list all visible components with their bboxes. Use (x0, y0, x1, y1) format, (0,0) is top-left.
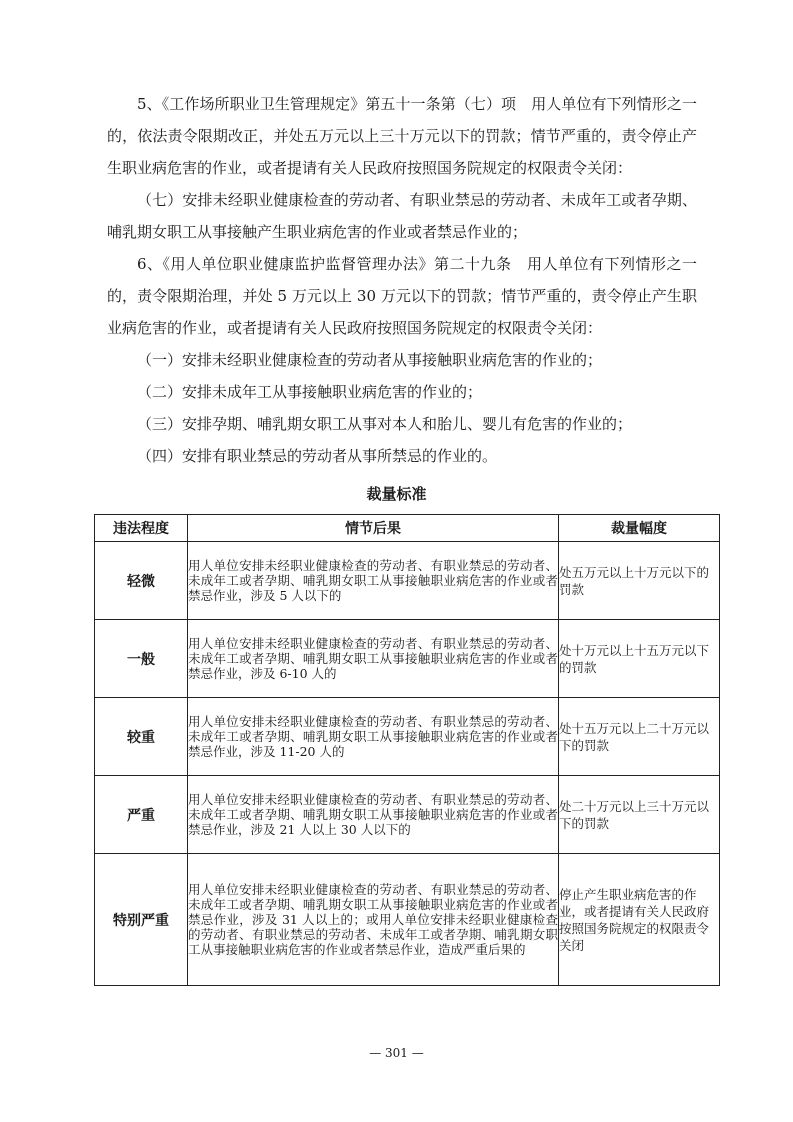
level-cell: 一般 (95, 620, 188, 698)
table-row (95, 698, 720, 776)
level-cell: 严重 (95, 776, 188, 854)
desc-cell: 用人单位安排未经职业健康检查的劳动者、有职业禁忌的劳动者、未成年工或者孕期、哺乳期女职工从事接触职业病危害的作业或者禁忌作业，涉及 6-10 人的 (188, 620, 559, 698)
penalty-cell: 处五万元以上十万元以下的罚款 (559, 542, 720, 620)
list-item: （一）安排未经职业健康检查的劳动者从事接触职业病危害的作业的； (137, 351, 603, 369)
level-cell: 特别严重 (95, 854, 188, 986)
header-violation-level: 违法程度 (95, 515, 188, 542)
table-row (95, 854, 720, 986)
paragraph-clause-7: （七）安排未经职业健康检查的劳动者、有职业禁忌的劳动者、未成年工或者孕期、哺乳期女职工从事接触产生职业病危害的作业或者禁忌作业的； (107, 191, 697, 241)
penalty-cell: 处十五万元以上二十万元以下的罚款 (559, 698, 720, 776)
penalty-cell: 处十万元以上十五万元以下的罚款 (559, 620, 720, 698)
table-header-row (95, 515, 720, 542)
header-circumstances: 情节后果 (188, 515, 559, 542)
paragraph-article-51: 5、《工作场所职业卫生管理规定》第五十一条第（七）项 用人单位有下列情形之一的，依法责令限期改正，并处五万元以上三十万元以下的罚款；情节严重的，责令停止产生职业病危害的作业，或者提请有关人民政府按照国务院规定的权限责令关闭： (107, 95, 697, 177)
desc-cell: 用人单位安排未经职业健康检查的劳动者、有职业禁忌的劳动者、未成年工或者孕期、哺乳期女职工从事接触职业病危害的作业或者禁忌作业，涉及 5 人以下的 (188, 542, 559, 620)
desc-cell: 用人单位安排未经职业健康检查的劳动者、有职业禁忌的劳动者、未成年工或者孕期、哺乳期女职工从事接触职业病危害的作业或者禁忌作业，涉及 31 人以上的；或用人单位安排未经职业健康检查的劳动者、有职业禁忌的劳动者、未成年工或者孕期、哺乳期女职工从事接触职业病危害的作业或者禁忌作业，造成严重后果的 (188, 854, 559, 986)
table-row (95, 620, 720, 698)
table-row (95, 542, 720, 620)
list-item: （二）安排未成年工从事接触职业病危害的作业的； (137, 383, 483, 401)
penalty-cell: 停止产生职业病危害的作业，或者提请有关人民政府按照国务院规定的权限责令关闭 (559, 854, 720, 986)
desc-cell: 用人单位安排未经职业健康检查的劳动者、有职业禁忌的劳动者、未成年工或者孕期、哺乳期女职工从事接触职业病危害的作业或者禁忌作业，涉及 11-20 人的 (188, 698, 559, 776)
table-title: 裁量标准 (366, 485, 427, 503)
discretion-standard-table (94, 514, 720, 986)
list-item: （四）安排有职业禁忌的劳动者从事所禁忌的作业的。 (137, 447, 498, 465)
penalty-cell: 处二十万元以上三十万元以下的罚款 (559, 776, 720, 854)
desc-cell: 用人单位安排未经职业健康检查的劳动者、有职业禁忌的劳动者、未成年工或者孕期、哺乳期女职工从事接触职业病危害的作业或者禁忌作业，涉及 21 人以上 30 人以下的 (188, 776, 559, 854)
table-row (95, 776, 720, 854)
paragraph-article-29: 6、《用人单位职业健康监护监督管理办法》第二十九条 用人单位有下列情形之一的，责令限期治理，并处 5 万元以上 30 万元以下的罚款；情节严重的，责令停止产生职业病危害的作业，或者提请有关人民政府按照国务院规定的权限责令关闭： (107, 255, 697, 337)
list-item: （三）安排孕期、哺乳期女职工从事对本人和胎儿、婴儿有危害的作业的； (137, 415, 633, 433)
level-cell: 较重 (95, 698, 188, 776)
level-cell: 轻微 (95, 542, 188, 620)
page-number: — 301 — (369, 1046, 424, 1060)
header-penalty-range: 裁量幅度 (559, 515, 720, 542)
